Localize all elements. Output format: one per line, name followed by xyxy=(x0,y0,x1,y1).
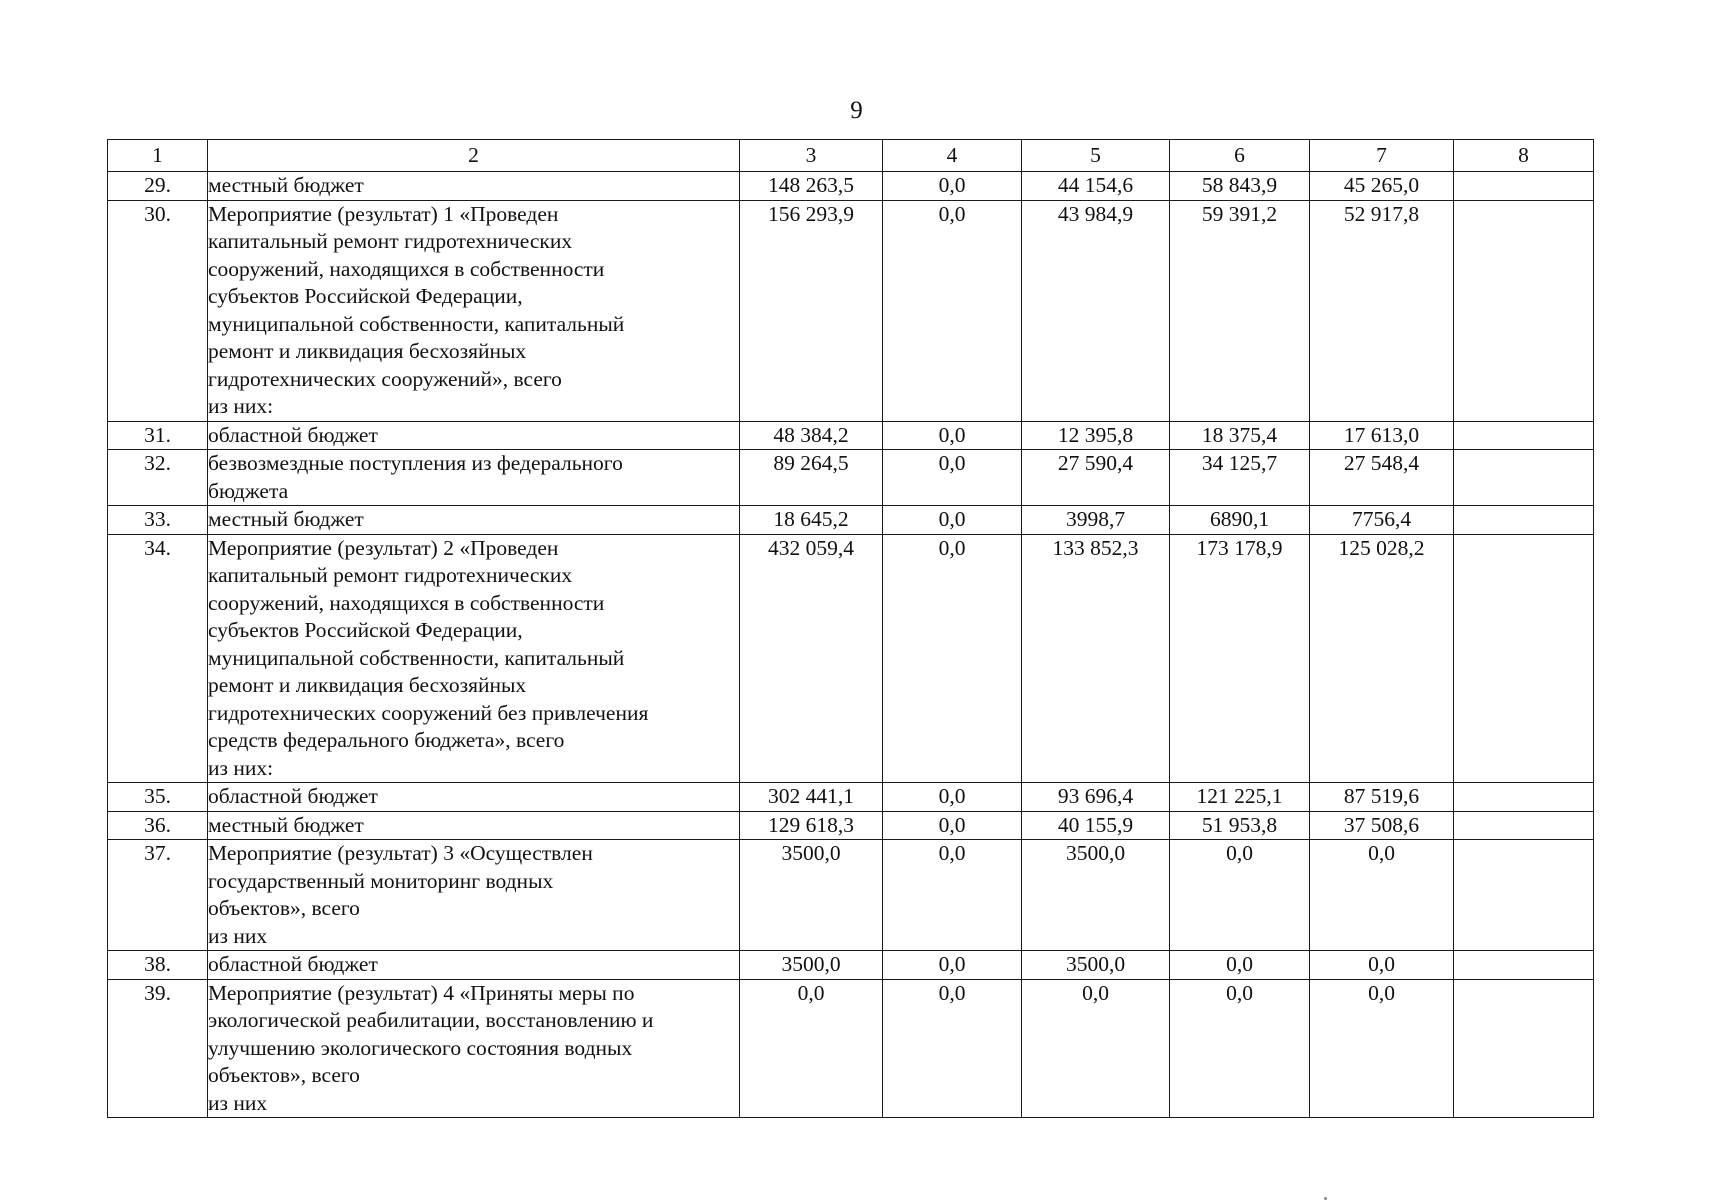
value-cell: 173 178,9 xyxy=(1170,534,1310,783)
value-cell xyxy=(1454,951,1594,980)
item-name-line: местный бюджет xyxy=(208,507,364,531)
item-name-line: местный бюджет xyxy=(208,812,364,837)
item-name-line: сооружений, находящихся в собственности xyxy=(208,590,605,615)
column-number-cell: 7 xyxy=(1310,140,1454,172)
item-name-line: областной бюджет xyxy=(208,422,378,447)
value-cell: 93 696,4 xyxy=(1022,783,1170,812)
item-name-line: гидротехнических сооружений», всего xyxy=(208,366,562,391)
item-name-cell xyxy=(208,421,740,450)
value-cell: 48 384,2 xyxy=(740,421,883,450)
value-cell: 3500,0 xyxy=(1022,951,1170,980)
item-name-line: безвозмездные поступления из федерального xyxy=(208,451,623,475)
value-cell: 156 293,9 xyxy=(740,200,883,421)
value-cell: 0,0 xyxy=(883,534,1022,783)
value-cell: 0,0 xyxy=(1170,979,1310,1118)
row-number-cell: 29. xyxy=(108,172,208,201)
value-cell: 27 590,4 xyxy=(1022,450,1170,506)
item-name-line: экологической реабилитации, восстановлению и xyxy=(208,1008,654,1032)
item-name-line: ремонт и ликвидация бесхозяйных xyxy=(208,673,527,697)
column-number-cell: 8 xyxy=(1454,140,1594,172)
value-cell xyxy=(1454,506,1594,535)
item-name-line: средств федерального бюджета», всего xyxy=(208,728,565,752)
value-cell: 0,0 xyxy=(1310,951,1454,980)
table-row xyxy=(108,172,1594,201)
table-body xyxy=(108,140,1594,1118)
value-cell: 87 519,6 xyxy=(1310,783,1454,812)
item-name-cell xyxy=(208,200,740,421)
row-number-cell: 39. xyxy=(108,979,208,1118)
row-number-cell: 38. xyxy=(108,951,208,980)
row-number-cell: 36. xyxy=(108,811,208,840)
value-cell: 18 375,4 xyxy=(1170,421,1310,450)
item-name-line: бюджета xyxy=(208,478,289,503)
value-cell xyxy=(1454,421,1594,450)
table-row xyxy=(108,783,1594,812)
item-name-line: капитальный ремонт гидротехнических xyxy=(208,563,573,587)
column-number-cell: 4 xyxy=(883,140,1022,172)
item-name-line: областной бюджет xyxy=(208,784,378,808)
value-cell: 44 154,6 xyxy=(1022,172,1170,201)
item-name-line: Мероприятие (результат) 2 «Проведен xyxy=(208,535,559,560)
row-number-cell: 31. xyxy=(108,421,208,450)
item-name-line: Мероприятие (результат) 3 «Осуществлен xyxy=(208,841,593,865)
row-number-cell: 37. xyxy=(108,840,208,951)
table-row xyxy=(108,506,1594,535)
value-cell: 0,0 xyxy=(883,200,1022,421)
table-row xyxy=(108,979,1594,1118)
value-cell: 37 508,6 xyxy=(1310,811,1454,840)
value-cell xyxy=(1454,840,1594,951)
item-name-line: местный бюджет xyxy=(208,173,364,197)
value-cell: 18 645,2 xyxy=(740,506,883,535)
item-name-cell xyxy=(208,534,740,783)
value-cell: 302 441,1 xyxy=(740,783,883,812)
table-row xyxy=(108,951,1594,980)
value-cell: 6890,1 xyxy=(1170,506,1310,535)
item-name-line: сооружений, находящихся в собственности xyxy=(208,256,605,281)
value-cell: 3500,0 xyxy=(740,951,883,980)
value-cell: 59 391,2 xyxy=(1170,200,1310,421)
value-cell: 3998,7 xyxy=(1022,506,1170,535)
item-name-line: субъектов Российской Федерации, xyxy=(208,284,523,308)
column-number-row xyxy=(108,140,1594,172)
value-cell: 7756,4 xyxy=(1310,506,1454,535)
value-cell: 3500,0 xyxy=(740,840,883,951)
value-cell: 43 984,9 xyxy=(1022,200,1170,421)
value-cell: 3500,0 xyxy=(1022,840,1170,951)
value-cell: 0,0 xyxy=(883,783,1022,812)
item-name-cell xyxy=(208,783,740,812)
value-cell: 0,0 xyxy=(883,840,1022,951)
value-cell: 0,0 xyxy=(740,979,883,1118)
item-name-line: из них: xyxy=(208,755,274,780)
column-number-cell: 3 xyxy=(740,140,883,172)
item-name-cell xyxy=(208,811,740,840)
value-cell: 0,0 xyxy=(883,506,1022,535)
column-number-cell: 6 xyxy=(1170,140,1310,172)
item-name-line: муниципальной собственности, капитальный xyxy=(208,311,625,336)
item-name-cell xyxy=(208,951,740,980)
item-name-line: субъектов Российской Федерации, xyxy=(208,618,523,642)
value-cell: 34 125,7 xyxy=(1170,450,1310,506)
item-name-cell xyxy=(208,450,740,506)
item-name-line: Мероприятие (результат) 4 «Приняты меры по xyxy=(208,980,635,1005)
value-cell: 45 265,0 xyxy=(1310,172,1454,201)
value-cell xyxy=(1454,811,1594,840)
value-cell: 17 613,0 xyxy=(1310,421,1454,450)
value-cell: 0,0 xyxy=(1170,951,1310,980)
value-cell: 27 548,4 xyxy=(1310,450,1454,506)
value-cell xyxy=(1454,783,1594,812)
item-name-cell xyxy=(208,979,740,1118)
value-cell: 0,0 xyxy=(1310,979,1454,1118)
value-cell: 148 263,5 xyxy=(740,172,883,201)
item-name-line: ремонт и ликвидация бесхозяйных xyxy=(208,339,527,363)
item-name-line: областной бюджет xyxy=(208,952,378,976)
table-row xyxy=(108,840,1594,951)
value-cell: 51 953,8 xyxy=(1170,811,1310,840)
item-name-cell xyxy=(208,840,740,951)
item-name-line: гидротехнических сооружений без привлечения xyxy=(208,700,649,725)
budget-table xyxy=(107,139,1594,1118)
column-number-cell: 5 xyxy=(1022,140,1170,172)
item-name-line: объектов», всего xyxy=(208,896,360,920)
item-name-line: капитальный ремонт гидротехнических xyxy=(208,229,573,253)
column-number-cell: 2 xyxy=(208,140,740,172)
page-number: 9 xyxy=(850,97,863,124)
item-name-cell xyxy=(208,172,740,201)
value-cell: 0,0 xyxy=(1310,840,1454,951)
value-cell: 0,0 xyxy=(883,450,1022,506)
item-name-line: из них xyxy=(208,923,268,948)
value-cell xyxy=(1454,534,1594,783)
item-name-cell xyxy=(208,506,740,535)
table-row xyxy=(108,534,1594,783)
value-cell: 89 264,5 xyxy=(740,450,883,506)
value-cell: 40 155,9 xyxy=(1022,811,1170,840)
value-cell: 52 917,8 xyxy=(1310,200,1454,421)
item-name-line: Мероприятие (результат) 1 «Проведен xyxy=(208,201,559,226)
value-cell: 0,0 xyxy=(883,811,1022,840)
row-number-cell: 30. xyxy=(108,200,208,421)
value-cell xyxy=(1454,172,1594,201)
row-number-cell: 34. xyxy=(108,534,208,783)
value-cell: 125 028,2 xyxy=(1310,534,1454,783)
value-cell: 432 059,4 xyxy=(740,534,883,783)
value-cell: 121 225,1 xyxy=(1170,783,1310,812)
table-row xyxy=(108,421,1594,450)
value-cell: 129 618,3 xyxy=(740,811,883,840)
value-cell: 12 395,8 xyxy=(1022,421,1170,450)
value-cell xyxy=(1454,200,1594,421)
value-cell: 58 843,9 xyxy=(1170,172,1310,201)
item-name-line: из них xyxy=(208,1090,268,1115)
row-number-cell: 35. xyxy=(108,783,208,812)
item-name-line: улучшению экологического состояния водных xyxy=(208,1035,633,1060)
value-cell: 0,0 xyxy=(1170,840,1310,951)
table-row xyxy=(108,811,1594,840)
table-row xyxy=(108,200,1594,421)
value-cell xyxy=(1454,450,1594,506)
row-number-cell: 32. xyxy=(108,450,208,506)
item-name-line: государственный мониторинг водных xyxy=(208,868,554,893)
column-number-cell: 1 xyxy=(108,140,208,172)
value-cell: 133 852,3 xyxy=(1022,534,1170,783)
value-cell: 0,0 xyxy=(883,951,1022,980)
value-cell: 0,0 xyxy=(883,979,1022,1118)
value-cell: 0,0 xyxy=(883,172,1022,201)
row-number-cell: 33. xyxy=(108,506,208,535)
value-cell: 0,0 xyxy=(1022,979,1170,1118)
table-row xyxy=(108,450,1594,506)
value-cell xyxy=(1454,979,1594,1118)
value-cell: 0,0 xyxy=(883,421,1022,450)
item-name-line: из них: xyxy=(208,394,274,418)
item-name-line: муниципальной собственности, капитальный xyxy=(208,645,625,670)
item-name-line: объектов», всего xyxy=(208,1063,360,1087)
